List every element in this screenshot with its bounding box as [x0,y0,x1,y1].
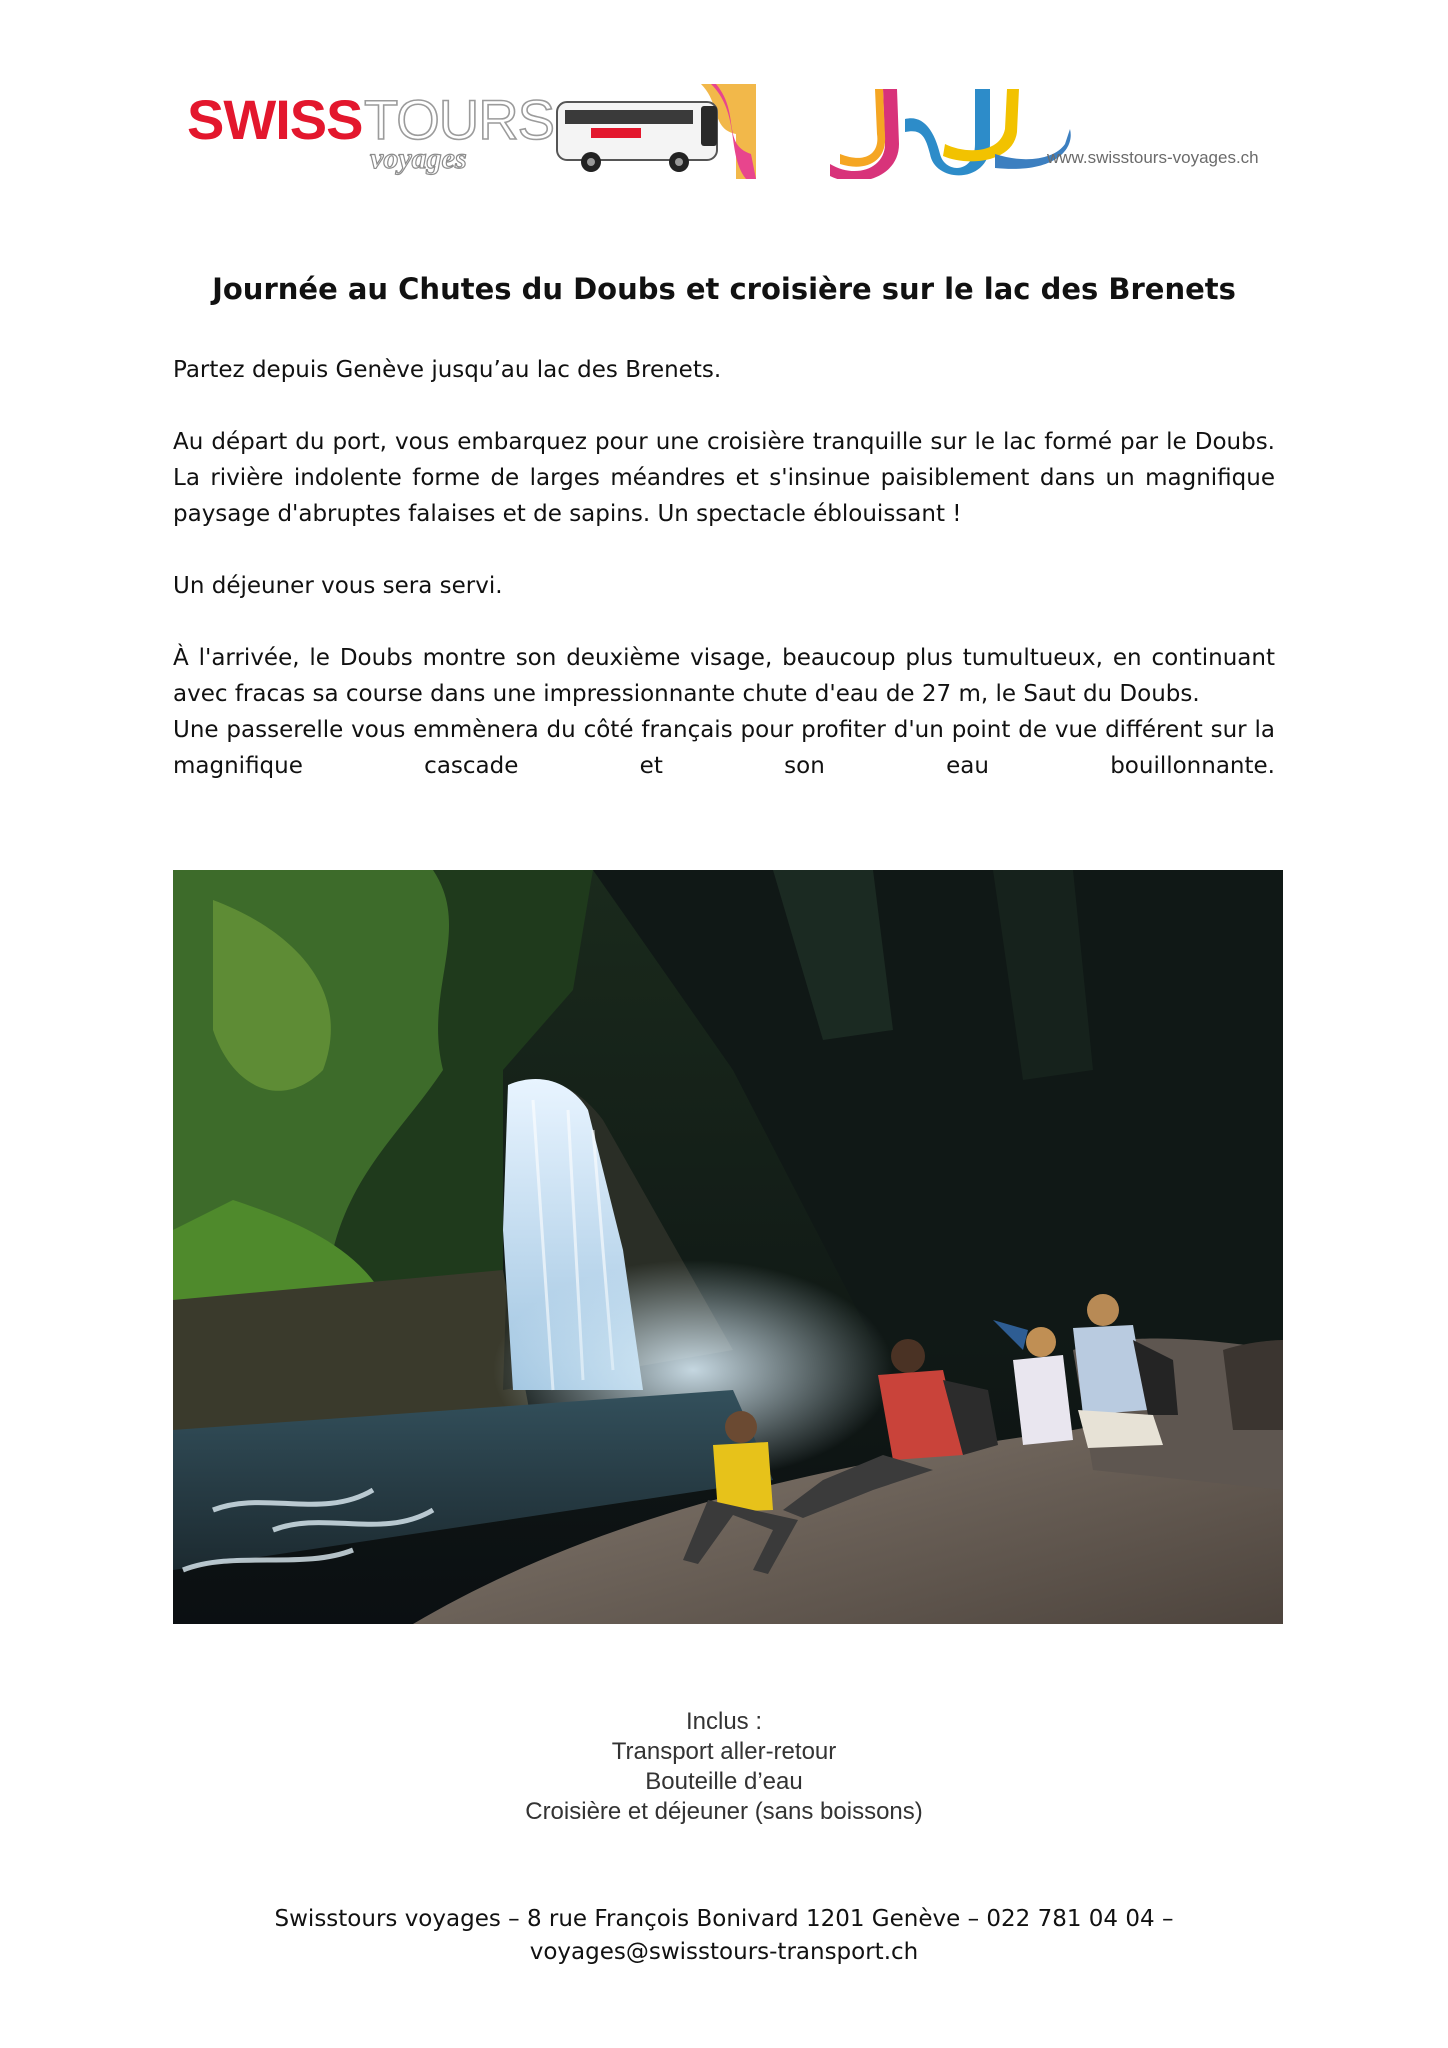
logo-voyages-text: voyages [370,142,467,175]
included-item: Croisière et déjeuner (sans boissons) [525,1798,923,1825]
logo-swiss-text: SWISS [187,88,363,151]
logo-tours-text: TOURS [364,88,554,151]
included-item: Transport aller-retour [611,1738,837,1765]
included-item: Bouteille d’eau [645,1768,803,1795]
swisstours-logo [185,88,554,180]
header [185,84,1275,179]
footer-email[interactable]: voyages@swisstours-transport.ch [529,1939,919,1965]
waterfall-photo [173,870,1283,1624]
included-heading: Inclus : [685,1708,763,1735]
footer-address: Swisstours voyages – 8 rue François Bonivard 1201 Genève – 022 781 04 04 – [274,1906,1174,1932]
paragraph-lunch: Un déjeuner vous sera servi. [173,573,503,599]
description [173,352,1275,784]
paragraph-footbridge: Une passerelle vous emmènera du côté français pour profiter d'un point de vue différent sur la magnifique cascade et son eau bouillonnante. [173,717,1275,779]
paragraph-arrival: À l'arrivée, le Doubs montre son deuxième visage, beaucoup plus tumultueux, en continuant avec fracas sa course dans une impressionnante chute d'eau de 27 m, le Saut du Doubs. [173,645,1275,707]
footer [0,1903,1448,1969]
paragraph-intro: Partez depuis Genève jusqu’au lac des Brenets. [173,357,722,383]
website-link[interactable]: www.swisstours-voyages.ch [1047,148,1259,167]
page-title: Journée au Chutes du Doubs et croisière sur le lac des Brenets [212,272,1236,306]
paragraph-cruise: Au départ du port, vous embarquez pour une croisière tranquille sur le lac formé par le Doubs. La rivière indolente forme de larges méandres et s'insinue paisiblement dans un magnifique paysage d'abruptes falaises et de sapins. Un spectacle éblouissant ! [173,429,1275,527]
waterfall-image [173,870,1283,1624]
included-section [0,1707,1448,1827]
bus-icon [551,84,756,179]
